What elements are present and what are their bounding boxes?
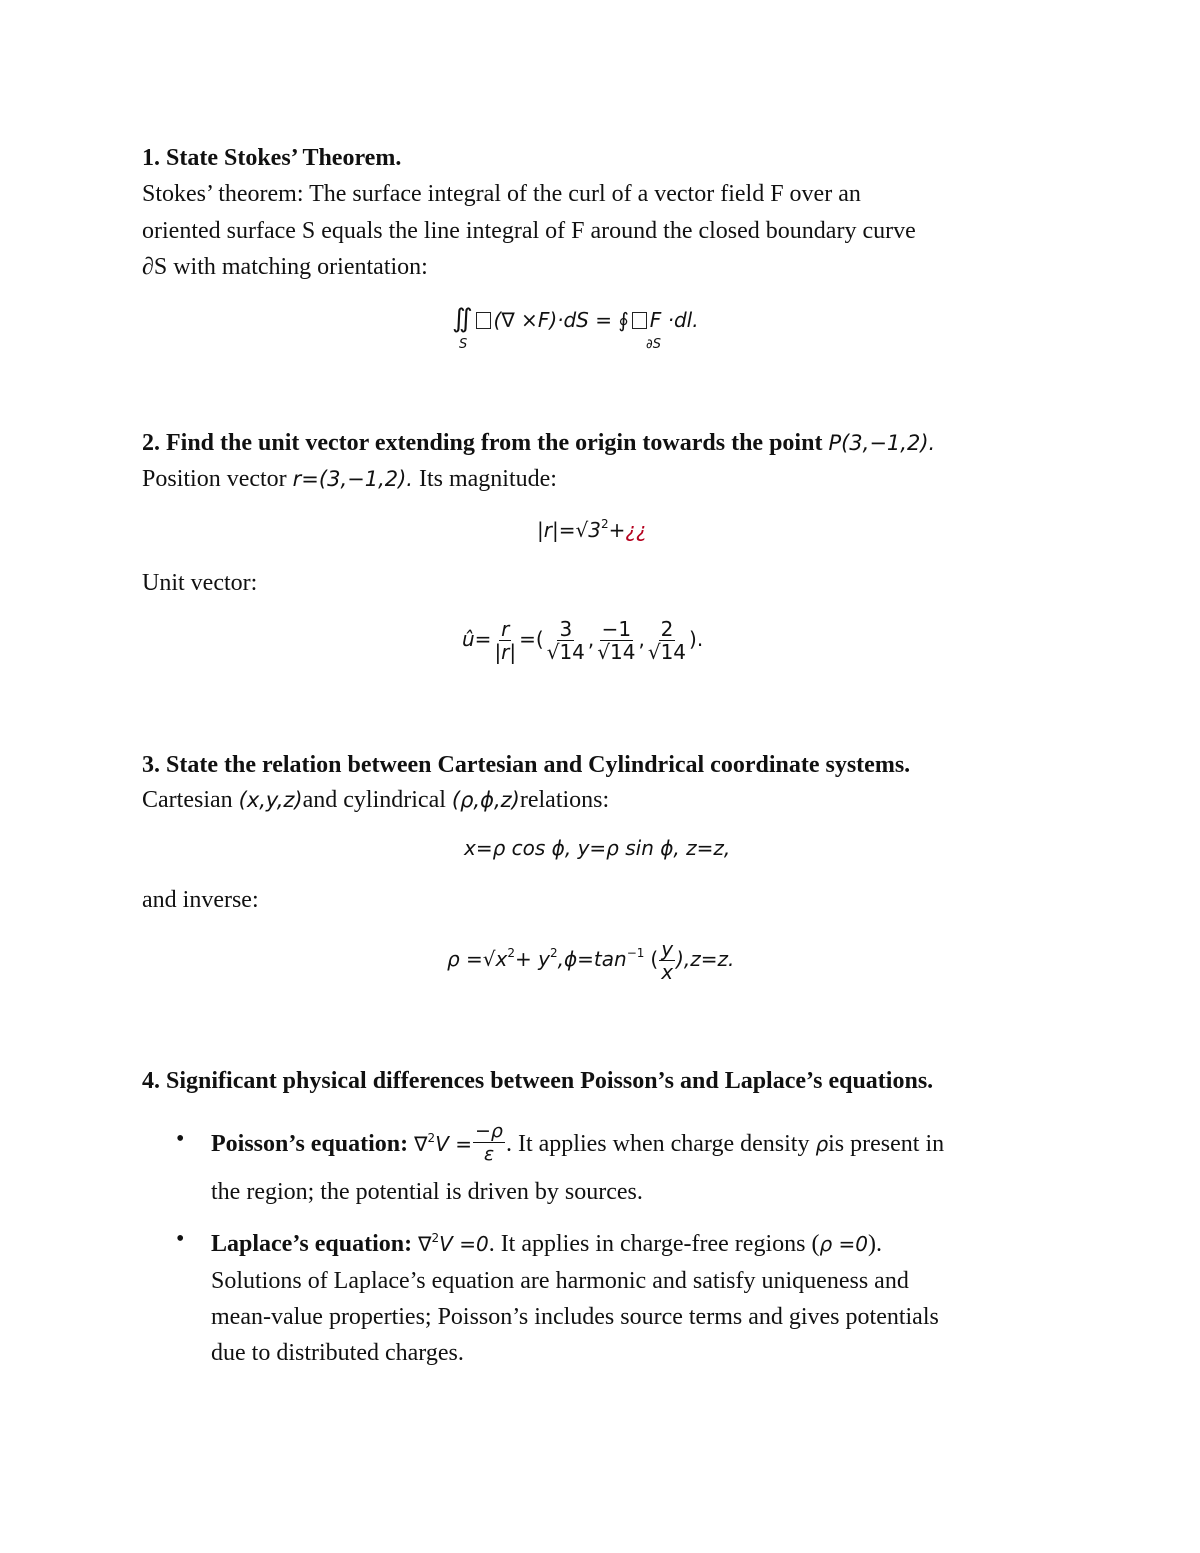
rel-text-a: Cartesian [142,787,233,813]
magnitude-equation [537,518,647,542]
frac-num: r [501,617,510,641]
poisson-v: V = [435,1132,472,1157]
q1-line3: ∂S with matching orientation: [142,254,428,280]
rel-cylindrical: (ρ,ϕ,z) [451,788,520,812]
poisson-line2: the region; the potential is driven by sources. [211,1179,643,1205]
laplace-line2: Solutions of Laplace’s equation are harmonic and satisfy uniqueness and [211,1268,909,1294]
q2-pos-text: Position vector [142,466,287,492]
frac-den: |r| [494,640,517,664]
laplace-eq: V =0 [439,1232,489,1256]
q1-line1: Stokes’ theorem: The surface integral of the curl of a vector field F over an [142,181,861,207]
frac-den: √14 [546,640,585,664]
unit-vector-equation [462,618,703,663]
mag-base: |r|=√3 [537,518,601,542]
frac-z [646,618,688,663]
inv-sup3: −1 [626,946,645,960]
rel-cartesian: (x,y,z) [238,788,303,812]
poisson-text: . It applies when charge density [505,1131,810,1158]
inv-c: ,ϕ=tan [557,947,627,971]
mag-error-glyphs: ¿¿ [625,518,647,542]
rel-text-b: and cylindrical [302,787,446,813]
poisson-nabla: ∇ [414,1132,428,1157]
comma: , [638,627,645,651]
inv-b: + y [515,947,550,971]
inverse-label: and inverse: [142,887,259,913]
inv-sup1: 2 [507,946,516,960]
frac-den: √14 [597,640,636,664]
q1-heading: 1. State Stokes’ Theorem. [142,145,402,171]
u-hat: û= [462,627,492,651]
stokes-lhs: (∇ ×F)·dS = ∮ [493,308,629,332]
bullet-poisson: • [176,1126,185,1152]
poisson-text2: is present in [828,1131,945,1158]
frac-num: −ρ [474,1120,503,1142]
stokes-equation [452,304,699,334]
q4-heading: 4. Significant physical differences between Poisson’s and Laplace’s equations. [142,1068,934,1094]
q3-relation-line [142,782,609,818]
frac-den: ε [483,1143,495,1165]
r-over-mag [492,618,518,663]
inv-sup2: 2 [549,946,558,960]
poisson-label: Poisson’s equation: [211,1131,409,1158]
limit-s: S [459,337,468,352]
q2-point: P(3,−1,2). [828,431,936,455]
comma: , [587,627,595,651]
mag-plus: + [608,518,626,542]
frac-num: 3 [559,617,573,641]
inv-open: ( [650,947,659,971]
q2-position-line [142,461,557,497]
laplace-label: Laplace’s equation: [211,1231,413,1257]
frac-num: 2 [660,617,674,641]
inv-a: ρ =√x [447,947,508,971]
laplace-rho: ρ =0 [819,1232,868,1256]
q3-heading: 3. State the relation between Cartesian and Cylindrical coordinate systems. [142,752,911,778]
q2-pos-vector: r=(3,−1,2). [292,467,413,491]
double-integral: ∬ [452,304,473,334]
frac-den: √14 [647,640,687,664]
poisson-line1 [211,1120,945,1165]
bullet-laplace: • [176,1226,185,1252]
stokes-rhs: F ·dl. [649,308,699,332]
placeholder-box [476,312,491,329]
q2-heading [142,425,935,461]
frac-num: −1 [601,617,632,641]
frac-x [545,618,587,663]
laplace-text2: ). [867,1231,882,1257]
unit-vector-label: Unit vector: [142,570,258,596]
q2-heading-text: 2. Find the unit vector extending from the origin towards the point [142,430,823,456]
frac-num: y [661,937,674,961]
poisson-rho: ρ [815,1132,829,1157]
laplace-text: . It applies in charge-free regions ( [488,1231,820,1257]
laplace-nabla: ∇ [418,1232,432,1256]
poisson-sup: 2 [427,1131,436,1146]
frac-den: x [661,960,674,984]
inverse-equation [447,938,734,983]
laplace-sup: 2 [431,1231,440,1245]
laplace-line1 [211,1226,882,1265]
mag-sup: 2 [600,517,609,531]
laplace-line3: mean-value properties; Poisson’s includes source terms and gives potentials [211,1304,939,1330]
cylindrical-equation: x=ρ cos ϕ, y=ρ sin ϕ, z=z, [464,836,731,860]
frac-y [595,618,637,663]
limit-ds: ∂S [646,337,661,352]
eq-open: =( [519,627,544,651]
q1-line2: oriented surface S equals the line integral of F around the closed boundary curve [142,218,916,244]
q2-pos-text2: Its magnitude: [418,466,557,492]
y-over-x [659,938,675,983]
placeholder-box [632,312,647,329]
rho-over-eps [473,1120,505,1165]
rel-text-c: relations: [519,787,610,813]
laplace-line4: due to distributed charges. [211,1340,464,1366]
eq-close: ). [689,627,704,651]
inv-d: ),z=z. [676,947,735,971]
